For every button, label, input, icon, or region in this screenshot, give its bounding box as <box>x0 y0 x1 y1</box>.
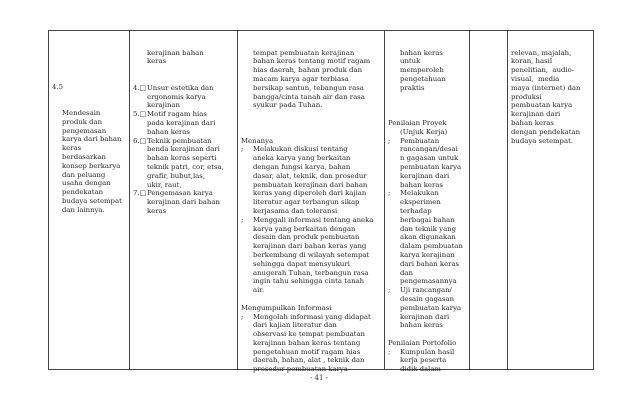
item-label: 5.□ <box>133 110 147 119</box>
item-line: keras yang diperoleh dari kajian <box>253 189 367 198</box>
item-line: Teknik pembuatan <box>147 136 212 145</box>
item-line: terhadap <box>400 206 432 215</box>
item-line: Menggali informasi tentang aneka <box>253 215 374 224</box>
item-line: dengan fungsi karya, bahan <box>253 162 351 171</box>
text-line: bahan keras tentang motif ragam <box>253 57 371 66</box>
item-line: karya kerajinan <box>400 250 455 259</box>
item-label: ; <box>241 145 244 154</box>
learning-activity-cell <box>241 31 373 392</box>
text-line: keras <box>62 144 82 153</box>
competency-item <box>52 83 122 233</box>
section-gap <box>388 110 463 119</box>
competency-cell <box>52 65 122 250</box>
item-label: ; <box>388 136 391 145</box>
section-heading: Penilaian Portofolio <box>388 338 457 347</box>
item-line: dalam pembuatan <box>400 242 463 251</box>
item-line: Melakukan diskusi tentang <box>253 145 348 154</box>
item-line: prosedur pembuatan karya <box>253 365 348 374</box>
item-line: kerajinan dari <box>400 312 450 321</box>
competency-number: 4.5 <box>52 82 63 91</box>
assessment-cell <box>388 31 463 392</box>
item-line: bahan keras seperti <box>147 154 217 163</box>
text-line: pendekatan <box>62 188 104 197</box>
text-line: hias daerah, bahan produk dan <box>253 66 363 75</box>
item-line: sehingga dapat mensyukuri <box>253 259 350 268</box>
text-line: produk dan <box>62 117 103 126</box>
learning-sections <box>241 128 373 374</box>
item-line: daerah, bahan, alat , teknik dan <box>253 356 365 365</box>
item-line: pengemasannya <box>400 277 457 286</box>
text-line: visual, media <box>511 74 560 83</box>
item-line: Melakukan <box>400 189 439 198</box>
learning-source-cell <box>511 31 580 163</box>
item-label: 7.□ <box>133 189 147 198</box>
section-heading: Penilaian Proyek <box>388 118 447 127</box>
item-line: Mengolah informasi yang didapat <box>253 312 371 321</box>
text-line: pengetahuan <box>400 74 446 83</box>
item-line: bahan keras <box>400 321 443 330</box>
item-line: dan teknik yang <box>400 224 457 233</box>
item-line: akan digunakan <box>400 233 456 242</box>
text-line: keras <box>147 57 167 66</box>
section-gap <box>388 330 463 339</box>
column-divider <box>129 31 130 369</box>
learning-source-text <box>511 49 580 146</box>
list-item <box>133 84 224 110</box>
section-heading: Mengumpulkan Informasi <box>241 303 332 312</box>
text-line: untuk <box>400 57 421 66</box>
list-item <box>133 110 224 136</box>
page-number: - 41 - <box>309 374 329 382</box>
column-divider <box>237 31 238 369</box>
text-line: karya dari bahan <box>62 135 122 144</box>
item-line: bahan keras <box>400 180 443 189</box>
text-line: bahan keras <box>511 118 554 127</box>
text-line: budaya setempat <box>62 196 122 205</box>
item-label: 4.□ <box>133 83 147 92</box>
item-line: Uji rancangan/ <box>400 286 452 295</box>
item-label: ; <box>388 189 391 198</box>
item-line: dasar, alat, teknik, dan prosedur <box>253 171 367 180</box>
item-label: ; <box>388 347 391 356</box>
text-line: Mendesain <box>62 108 101 117</box>
text-line: memperoleh <box>400 66 444 75</box>
item-line: pembuatan kerajinan dari bahan <box>253 180 368 189</box>
item-line: literatur agar terbangun sikap <box>253 198 360 207</box>
text-line: usaha dengan <box>62 179 111 188</box>
item-line: berbagai bahan <box>400 215 455 224</box>
item-line: Kumpulan hasil <box>400 347 455 356</box>
item-line: anugerah Tuhan, terbangun rasa <box>253 268 369 277</box>
item-label: ; <box>388 286 391 295</box>
text-line: budaya setempat. <box>511 136 574 145</box>
item-line: Pengemasan karya <box>147 189 213 198</box>
item-line: kerajinan bahan keras tentang <box>253 338 361 347</box>
text-line: pembuatan karya <box>511 101 573 110</box>
item-line: benda kerajinan dari <box>147 145 220 154</box>
item-line: ingin tahu sehingga cinta tanah <box>253 277 365 286</box>
list-item <box>388 189 463 286</box>
competency-text <box>62 109 122 215</box>
text-line: produksi <box>511 92 542 101</box>
item-line: n gagasan untuk <box>400 154 459 163</box>
text-line: bahan keras <box>400 48 443 57</box>
text-line: kerajinan bahan <box>147 48 204 57</box>
column-divider <box>384 31 385 369</box>
section-gap <box>241 128 373 137</box>
item-line: dan <box>400 268 413 277</box>
item-line: bahan keras <box>147 127 190 136</box>
text-line: pengemasan <box>62 126 107 135</box>
item-line: kerajinan dari bahan <box>147 198 220 207</box>
list-item <box>241 216 373 295</box>
item-line: kerjasama dan toleransi <box>253 206 338 215</box>
item-line: dari kajian literatur dan <box>253 321 337 330</box>
item-line: eksperimen <box>400 198 441 207</box>
list-item <box>388 348 463 374</box>
list-item <box>241 145 373 215</box>
assessment-lead <box>388 49 463 93</box>
item-line: kerajinan dari bahan keras yang <box>253 242 367 251</box>
item-line: karya yang berkaitan dengan <box>253 224 356 233</box>
item-line: pengetahuan motif ragam hias <box>253 347 361 356</box>
text-line: berdasarkan <box>62 152 106 161</box>
column-divider <box>507 31 508 369</box>
column-divider <box>469 31 470 369</box>
text-line: koran, hasil <box>511 57 553 66</box>
text-line: relevan, majalah, <box>511 48 572 57</box>
section-gap <box>241 295 373 304</box>
curriculum-table <box>48 30 594 374</box>
item-line: aneka karya yang berkaitan <box>253 154 351 163</box>
text-line: dengan pendekatan <box>511 127 581 136</box>
text-line: kerajinan dari <box>511 110 561 119</box>
list-item <box>133 137 224 190</box>
list-item <box>388 137 463 190</box>
item-line: Motif ragam hias <box>147 110 207 119</box>
learning-lead <box>241 49 373 111</box>
item-line: Unsur estetika dan <box>147 83 214 92</box>
list-item <box>388 286 463 330</box>
item-line: berkembang di wilayah setempat <box>253 250 370 259</box>
item-line: desain dan produk pembuatan <box>253 233 360 242</box>
item-label: 6.□ <box>133 136 147 145</box>
item-line: observasi ke tempat pembuatan <box>253 330 365 339</box>
text-line: dan lainnya. <box>62 205 105 214</box>
item-line: grafir, bubut,las, <box>147 171 206 180</box>
item-line: rancangan/desai <box>400 145 458 154</box>
section-heading: Menanya <box>241 136 274 145</box>
item-line: kerajinan <box>147 101 180 110</box>
item-line: ukir, raut, <box>147 180 182 189</box>
text-line: tempat pembuatan kerajinan <box>253 48 355 57</box>
material-cell <box>133 31 224 233</box>
section-subheading: (Unjuk Kerja) <box>400 127 448 136</box>
text-line: praktis <box>400 83 425 92</box>
item-line: teknik patri, cor, etsa, <box>147 162 224 171</box>
item-line: desain gagasan <box>400 294 455 303</box>
item-label: ; <box>241 312 244 321</box>
text-line: macam karya agar terbiasa <box>253 74 349 83</box>
item-line: ergonomis karya <box>147 92 206 101</box>
text-line: bangga/cinta tanah air dan rasa <box>253 92 365 101</box>
text-line: bersikap santun, tebangun rasa <box>253 83 364 92</box>
item-line: dari bahan keras <box>400 259 460 268</box>
list-item <box>133 189 224 215</box>
item-line: didik dalam <box>400 365 441 374</box>
item-line: pembuatan karya <box>400 303 462 312</box>
item-label: ; <box>241 215 244 224</box>
material-lead <box>133 49 224 67</box>
text-line: konsep berkarya <box>62 161 121 170</box>
material-list <box>133 84 224 216</box>
item-line: kerja peserta <box>400 356 447 365</box>
item-line: air. <box>253 286 265 295</box>
item-line: pada kerajinan dari <box>147 118 216 127</box>
list-item <box>241 313 373 375</box>
text-line: maya (internet) dan <box>511 83 581 92</box>
item-line: Pembuatan <box>400 136 440 145</box>
text-line: dan peluang <box>62 170 106 179</box>
text-line: penelitian, audio- <box>511 66 575 75</box>
item-line: keras <box>147 206 167 215</box>
item-line: pembuatan karya <box>400 162 462 171</box>
assessment-sections <box>388 110 463 374</box>
text-line: syukur pada Tuhan. <box>253 101 323 110</box>
item-line: kerajinan dari <box>400 171 450 180</box>
